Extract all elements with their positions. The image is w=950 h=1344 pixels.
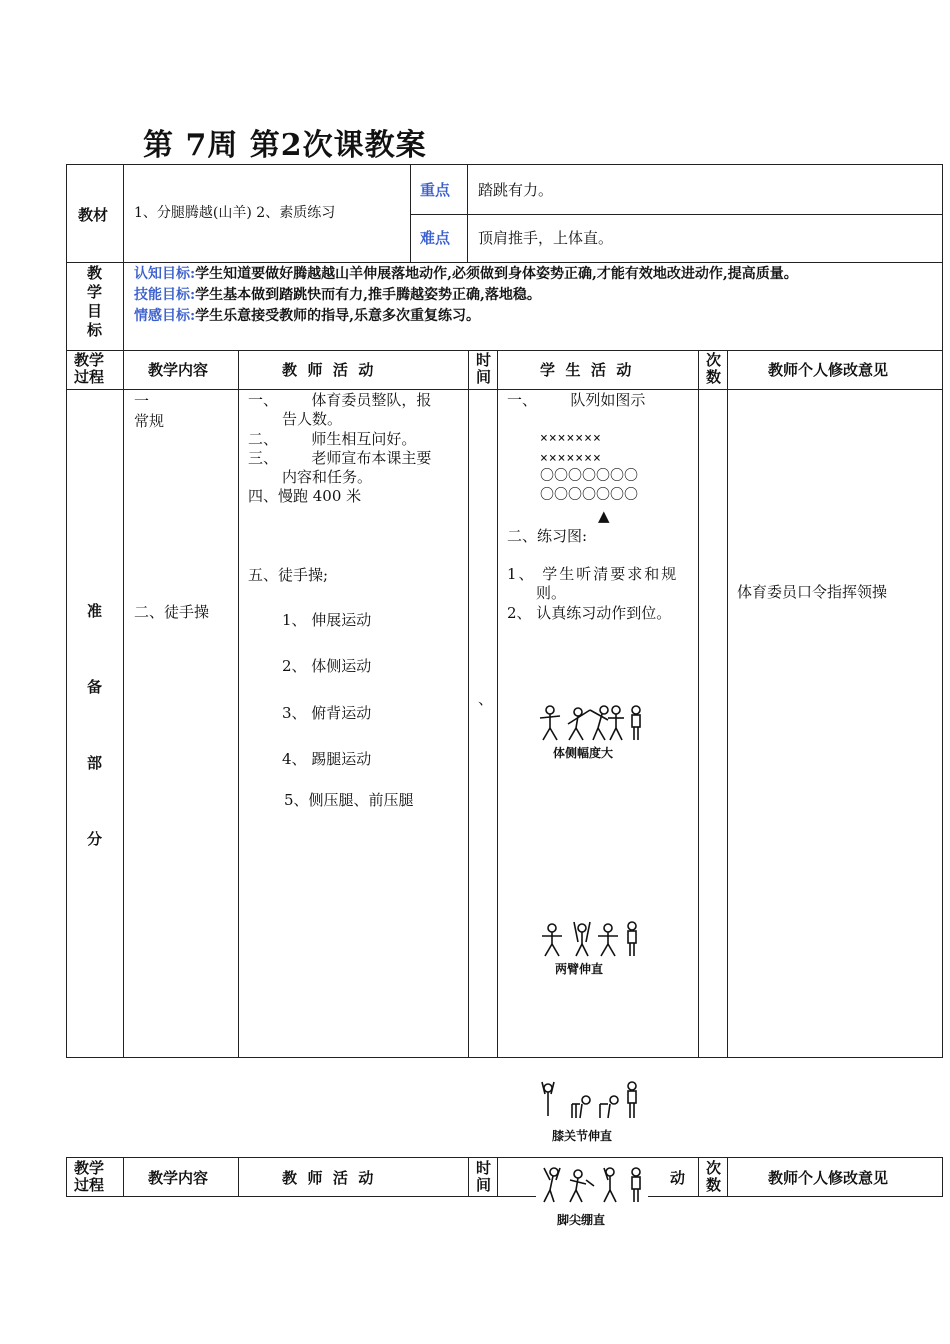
teacher-activity: 告人数。 [282, 410, 343, 428]
teacher-activity: 五、徒手操; [248, 566, 329, 584]
key-point-value: 踏跳有力。 [478, 181, 554, 199]
key-point-label: 重点 [420, 181, 451, 199]
header-student-partial: 动 [670, 1169, 686, 1187]
goal-emotion: 情感目标:学生乐意接受教师的指导,乐意多次重复练习。 [134, 308, 481, 324]
figure-caption: 体侧幅度大 [553, 746, 614, 760]
header-content: 教学内容 [148, 361, 209, 379]
header-student: 学 生 活 动 [540, 361, 632, 379]
content-item-1a: 一 [134, 392, 150, 410]
header-process: 教学 过程 [74, 351, 105, 386]
content-item-2: 二、徒手操 [134, 603, 210, 621]
header-time: 时 间 [476, 351, 492, 386]
header-teacher: 教 师 活 动 [282, 1169, 374, 1187]
header-count: 次 数 [706, 1159, 722, 1194]
section-char: 分 [87, 830, 103, 848]
exercise-item: 3、 俯背运动 [282, 704, 372, 722]
exercise-item: 4、 踢腿运动 [282, 750, 372, 768]
teacher-activity: 四、慢跑 400 米 [248, 487, 362, 505]
figure-caption: 膝关节伸直 [552, 1129, 613, 1143]
header-count: 次 数 [706, 351, 722, 386]
section-char: 部 [87, 754, 103, 772]
header-opinion: 教师个人修改意见 [768, 1169, 889, 1187]
section-char: 准 [87, 602, 103, 620]
stick-figure-illustration [538, 1166, 648, 1206]
content-item-1b: 常规 [134, 412, 165, 430]
stick-figure-illustration [538, 704, 648, 744]
goal-cognitive: 认知目标:学生知道要做好腾越越山羊伸展落地动作,必须做到身体姿势正确,才能有效地改进动作,提高质量。 [134, 266, 798, 282]
student-activity: 1、 学生听清要求和规 [507, 565, 679, 583]
teacher-activity: 三、 老师宣布本课主要 [248, 449, 432, 467]
header-content: 教学内容 [148, 1169, 209, 1187]
figure-caption: 脚尖绷直 [557, 1213, 606, 1227]
section-char: 备 [87, 678, 103, 696]
stick-figure-illustration [538, 1080, 643, 1120]
page-title: 第 7周 第2次课教案 [143, 128, 427, 163]
goal-skill: 技能目标:学生基本做到踏跳快而有力,推手腾越姿势正确,落地稳。 [134, 287, 541, 303]
formation-row: 〇〇〇〇〇〇〇 [540, 487, 638, 503]
formation-row: ××××××× [540, 451, 602, 466]
header-teacher: 教 师 活 动 [282, 361, 374, 379]
teacher-activity: 二、 师生相互问好。 [248, 430, 417, 448]
formation-row: 〇〇〇〇〇〇〇 [540, 468, 638, 484]
student-activity: 2、 认真练习动作到位。 [507, 604, 672, 622]
opinion-text: 体育委员口令指挥领操 [737, 583, 888, 601]
goals-label: 教 学 目 标 [87, 264, 103, 339]
time-mark: 、 [478, 690, 494, 708]
formation-row: ××××××× [540, 431, 602, 446]
materials-label: 教材 [78, 206, 109, 224]
teacher-activity: 内容和任务。 [282, 468, 373, 486]
header-process: 教学 过程 [74, 1159, 105, 1194]
materials-content: 1、分腿腾越(山羊) 2、素质练习 [134, 205, 336, 221]
teacher-activity: 一、 体育委员整队，报 [248, 391, 432, 409]
stick-figure-illustration [540, 920, 645, 958]
difficulty-label: 难点 [420, 229, 451, 247]
student-activity: 则。 [536, 584, 567, 602]
student-activity: 二、练习图: [507, 527, 588, 545]
student-activity: 一、 队列如图示 [507, 391, 646, 409]
exercise-item: 5、侧压腿、前压腿 [284, 791, 414, 809]
difficulty-value: 顶肩推手，上体直。 [478, 229, 614, 247]
header-time: 时 间 [476, 1159, 492, 1194]
exercise-item: 1、 伸展运动 [282, 611, 372, 629]
teacher-marker: ▲ [598, 507, 610, 525]
header-opinion: 教师个人修改意见 [768, 361, 889, 379]
exercise-item: 2、 体侧运动 [282, 657, 372, 675]
figure-caption: 两臂伸直 [555, 962, 604, 976]
